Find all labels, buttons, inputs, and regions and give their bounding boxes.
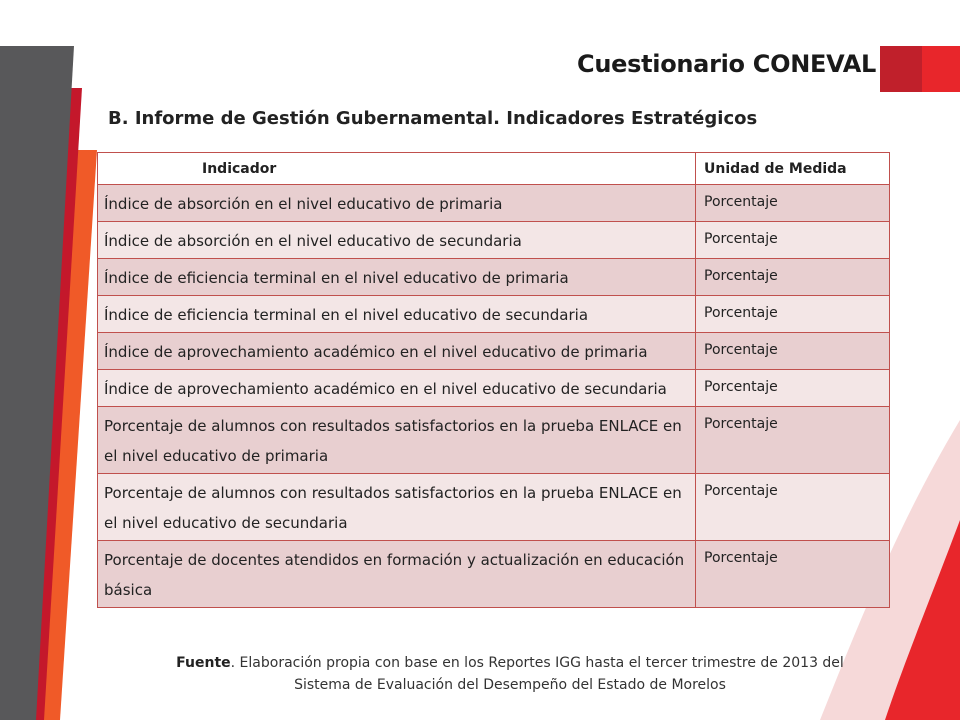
indicators-table (97, 152, 890, 608)
unit-cell: Porcentaje (696, 185, 890, 222)
indicator-cell: Porcentaje de alumnos con resultados satisfactorios en la prueba ENLACE en el nivel educativo de secundaria (98, 474, 696, 541)
indicator-cell: Índice de absorción en el nivel educativo de primaria (98, 185, 696, 222)
table-row (98, 370, 890, 407)
indicator-cell: Porcentaje de docentes atendidos en formación y actualización en educación básica (98, 541, 696, 608)
table-row (98, 541, 890, 608)
table-row (98, 259, 890, 296)
indicator-cell: Índice de eficiencia terminal en el nivel educativo de secundaria (98, 296, 696, 333)
indicator-cell: Índice de aprovechamiento académico en el nivel educativo de primaria (98, 333, 696, 370)
table-row (98, 333, 890, 370)
source-footnote (150, 652, 870, 696)
unit-cell: Porcentaje (696, 222, 890, 259)
source-text: . Elaboración propia con base en los Reportes IGG hasta el tercer trimestre de 2013 del Sistema de Evaluación del Desempeño del Estado de Morelos (230, 655, 844, 693)
unit-cell: Porcentaje (696, 407, 890, 474)
table-row (98, 407, 890, 474)
column-header-indicador: Indicador (98, 153, 696, 185)
unit-cell: Porcentaje (696, 296, 890, 333)
red-square-decoration (922, 46, 960, 92)
page-title: Cuestionario CONEVAL (577, 50, 876, 78)
unit-cell: Porcentaje (696, 541, 890, 608)
indicator-cell: Porcentaje de alumnos con resultados satisfactorios en la prueba ENLACE en el nivel educativo de primaria (98, 407, 696, 474)
table-row (98, 474, 890, 541)
source-label: Fuente (176, 655, 231, 671)
indicator-cell: Índice de aprovechamiento académico en el nivel educativo de secundaria (98, 370, 696, 407)
table-row (98, 185, 890, 222)
unit-cell: Porcentaje (696, 333, 890, 370)
column-header-unidad: Unidad de Medida (696, 153, 890, 185)
table-row (98, 296, 890, 333)
table-row (98, 222, 890, 259)
indicator-cell: Índice de eficiencia terminal en el nivel educativo de primaria (98, 259, 696, 296)
dark-red-square-decoration (880, 46, 922, 92)
indicator-cell: Índice de absorción en el nivel educativo de secundaria (98, 222, 696, 259)
unit-cell: Porcentaje (696, 474, 890, 541)
unit-cell: Porcentaje (696, 370, 890, 407)
table-header-row (98, 153, 890, 185)
section-subtitle: B. Informe de Gestión Gubernamental. Indicadores Estratégicos (108, 108, 758, 129)
unit-cell: Porcentaje (696, 259, 890, 296)
